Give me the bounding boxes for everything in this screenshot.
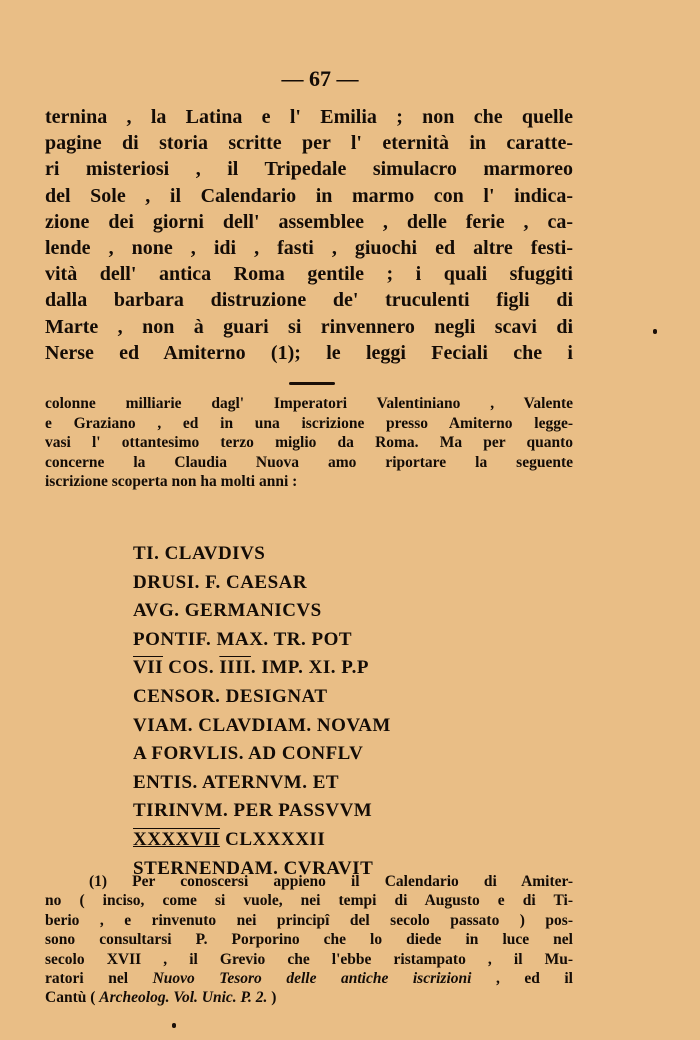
- inscription-text: . IMP. XI. P.P: [250, 657, 369, 679]
- inscription-text: CLXXXXII: [219, 828, 326, 850]
- inscription-line: [133, 826, 391, 855]
- footnote-text: Cantù (: [45, 989, 100, 1007]
- footnote: [45, 872, 573, 1008]
- note-line: colonne milliarie dagl' Imperatori Valentiniano , Valente: [45, 395, 573, 412]
- text-line: zione dei giorni dell' assemblee , delle ferie , ca-: [45, 210, 573, 233]
- numeral-overlined: IIII: [219, 657, 251, 679]
- inscription-line: DRUSI. F. CAESAR: [133, 571, 308, 593]
- footnote-line: [45, 988, 573, 1007]
- text-line: ternina , la Latina e l' Emilia ; non che quelle: [45, 106, 573, 128]
- inscription-line: ENTIS. ATERNVM. ET: [133, 771, 340, 793]
- citation: Archeolog. Vol. Unic. P. 2.: [99, 989, 268, 1007]
- text-line: Marte , non à guari si rinvennero negli scavi di: [45, 315, 573, 338]
- footnote-line: sono consultarsi P. Porporino che lo diede in luce nel: [45, 931, 573, 949]
- numeral-overlined: $\overline{VII}$: [133, 657, 164, 679]
- note-line: e Graziano , ed in una iscrizione presso Amiterno legge-: [45, 414, 573, 432]
- footnote-text: , ed il: [471, 970, 573, 988]
- text-line: pagine di storia scritte per l' eternità in caratte-: [45, 132, 573, 155]
- section-divider: [289, 382, 335, 385]
- footnote-text: ): [267, 989, 277, 1007]
- note-line: vasi l' ottantesimo terzo miglio da Roma. Ma per quanto: [45, 434, 573, 452]
- footnote-line: (1) Per conoscersi appieno il Calendario di Amiter-: [89, 873, 573, 890]
- inscription-line: TI. CLAVDIVS: [133, 543, 266, 564]
- inscription-line: VIAM. CLAVDIAM. NOVAM: [133, 714, 391, 736]
- inscription-line: A FORVLIS. AD CONFLV: [133, 743, 364, 765]
- text-line: vità dell' antica Roma gentile ; i quali sfuggiti: [45, 263, 573, 286]
- inscription-line: TIRINVM. PER PASSVVM: [133, 800, 373, 822]
- text-line: del Sole , il Calendario in marmo con l' indica-: [45, 184, 573, 207]
- main-paragraph: [45, 104, 573, 366]
- page-number: — 67 —: [281, 66, 359, 91]
- note-line: iscrizione scoperta non ha molti anni :: [45, 473, 298, 491]
- note-line: concerne la Claudia Nuova amo riportare la seguente: [45, 453, 573, 471]
- print-speck: [653, 329, 657, 334]
- text-line: dalla barbara distruzione de' truculenti figli di: [45, 289, 573, 312]
- footnote-line: [45, 969, 573, 988]
- inscription-line: AVG. GERMANICVS: [133, 600, 322, 622]
- numeral-overlined: XXXXVII: [133, 828, 220, 850]
- text-line: ri misteriosi , il Tripedale simulacro marmoreo: [45, 158, 573, 181]
- inscription-text: COS.: [163, 657, 220, 679]
- footnote-line: berio , e rinvenuto nei principî del secolo passato ) pos-: [45, 911, 573, 929]
- text-line: lende , none , idi , fasti , giuochi ed altre festi-: [45, 237, 573, 260]
- footnote-text: ratori nel: [45, 970, 153, 988]
- inscription-line: [133, 654, 391, 683]
- inscription-line: PONTIF. MAX. TR. POT: [133, 628, 353, 650]
- inscription-line: CENSOR. DESIGNAT: [133, 685, 328, 707]
- inscription-line: STERNENDAM. CVRAVIT: [133, 857, 374, 879]
- latin-inscription: [133, 540, 391, 883]
- print-speck: [172, 1023, 176, 1028]
- text-line: Nerse ed Amiterno (1); le leggi Feciali che i: [45, 341, 573, 364]
- continued-note: [45, 394, 573, 492]
- footnote-line: no ( inciso, come si vuole, nei tempi di Augusto e di Ti-: [45, 892, 573, 910]
- footnote-line: secolo XVII , il Grevio che l'ebbe ristampato , il Mu-: [45, 950, 573, 968]
- book-title: Nuovo Tesoro delle antiche iscrizioni: [152, 970, 472, 988]
